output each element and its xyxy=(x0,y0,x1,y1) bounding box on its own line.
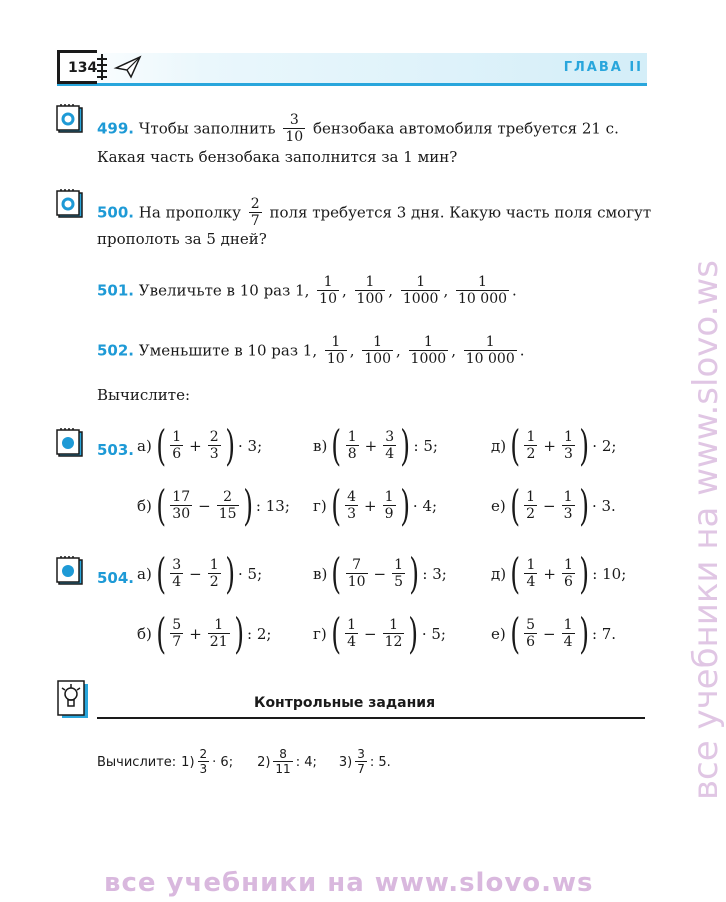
item-label: а) xyxy=(137,437,152,455)
control-section-title: Контрольные задания xyxy=(254,695,436,711)
expression-item: г) ( $\frac{1}{4}$ − $\frac{1}{12}$ ) · 5; xyxy=(313,609,446,658)
fraction: $\frac{2}{3}$ xyxy=(199,747,208,777)
problem-number: 499. xyxy=(97,119,135,138)
fraction: $\frac{8}{11}$ xyxy=(275,747,291,777)
page-number: 134 xyxy=(68,60,98,76)
fraction: $\frac{3}{4}$ xyxy=(385,428,395,462)
problem-text: Увеличьте в 10 раз 1, xyxy=(138,281,310,300)
problem-text: Уменьшите в 10 раз 1, xyxy=(138,341,318,360)
chapter-title: ГЛАВА II xyxy=(563,60,643,75)
page-header xyxy=(57,50,647,86)
item-label: д) xyxy=(491,437,507,455)
problem-text: На прополку xyxy=(138,203,241,222)
problem-number: 501. xyxy=(97,281,135,300)
fraction: $\frac{1}{1000}$ xyxy=(410,334,447,368)
item-label: е) xyxy=(491,625,506,643)
fraction: $\frac{1}{21}$ xyxy=(209,616,228,650)
spine-icon xyxy=(97,54,107,80)
item-label: в) xyxy=(313,565,328,583)
fraction: $\frac{1}{4}$ xyxy=(563,616,573,650)
fraction: $\frac{1}{100}$ xyxy=(356,274,384,308)
fraction: $\frac{1}{8}$ xyxy=(347,428,357,462)
fraction: $\frac{1}{5}$ xyxy=(394,556,404,590)
watermark-bottom: все учебники на www.slovo.ws xyxy=(104,868,594,898)
problem-500-line-2: прополоть за 5 дней? xyxy=(97,230,267,248)
fraction: $\frac{1}{10 000}$ xyxy=(465,334,515,368)
fraction: $\frac{1}{10}$ xyxy=(326,334,345,368)
notebook-dot-icon xyxy=(56,556,84,586)
notebook-ring-icon xyxy=(56,189,84,219)
fraction: $\frac{4}{3}$ xyxy=(347,488,357,522)
fraction: $\frac{1}{2}$ xyxy=(209,556,219,590)
control-tasks: Вычислите: 1) $\frac{2}{3}$ · 6; 2) $\frac{8}{11}$ : 4; 3) $\frac{3}{7}$ : 5. xyxy=(97,747,391,777)
fraction: $\frac{5}{7}$ xyxy=(172,616,182,650)
compute-label: Вычислите: xyxy=(97,386,191,404)
fraction: $\frac{2}{3}$ xyxy=(209,428,219,462)
fraction: $\frac{3}{7}$ xyxy=(357,747,365,777)
fraction: $\frac{1}{4}$ xyxy=(347,616,357,650)
expression-item: д) ( $\frac{1}{2}$ + $\frac{1}{3}$ ) · 2; xyxy=(491,421,617,470)
item-label: в) xyxy=(313,437,328,455)
expression-item: г) ( $\frac{4}{3}$ + $\frac{1}{9}$ ) · 4; xyxy=(313,481,438,530)
fraction: $\frac{1}{2}$ xyxy=(526,488,536,522)
paper-plane-icon xyxy=(115,56,141,78)
fraction: $\frac{3}{10}$ xyxy=(285,112,304,146)
fraction: $\frac{7}{10}$ xyxy=(347,556,366,590)
fraction: $\frac{1}{4}$ xyxy=(526,556,536,590)
expression-item: б) ( $\frac{5}{7}$ + $\frac{1}{21}$ ) : 2; xyxy=(137,609,272,658)
notebook-ring-icon xyxy=(56,104,84,134)
fraction: $\frac{2}{15}$ xyxy=(218,488,237,522)
notebook-dot-icon xyxy=(56,428,84,458)
problem-502: 502. Уменьшите в 10 раз 1, $\frac{1}{10}$ , $\frac{1}{100}$ , $\frac{1}{1000}$ , $\frac{1}{10 000}$ . xyxy=(97,334,525,368)
fraction: $\frac{2}{7}$ xyxy=(250,196,260,230)
expression-item: е) ( $\frac{5}{6}$ − $\frac{1}{4}$ ) : 7. xyxy=(491,609,617,658)
item-label: б) xyxy=(137,497,152,515)
problem-number: 500. xyxy=(97,203,135,222)
expression-item: а) ( $\frac{3}{4}$ − $\frac{1}{2}$ ) · 5; xyxy=(137,549,263,598)
fraction: $\frac{1}{1000}$ xyxy=(402,274,439,308)
fraction: $\frac{1}{3}$ xyxy=(563,488,573,522)
problem-499-line-2: Какая часть бензобака заполнится за 1 мин? xyxy=(97,148,458,166)
item-label: г) xyxy=(313,625,327,643)
expression-item: б) ( $\frac{17}{30}$ − $\frac{2}{15}$ ) : 13; xyxy=(137,481,290,530)
problem-500 xyxy=(97,197,651,230)
lightbulb-icon xyxy=(56,680,90,720)
section-divider xyxy=(97,717,645,719)
problem-number-503: 503. xyxy=(97,441,135,459)
fraction: $\frac{3}{4}$ xyxy=(172,556,182,590)
item-label: б) xyxy=(137,625,152,643)
problem-text: бензобака автомобиля требуется 21 с. xyxy=(313,119,619,138)
problem-number: 502. xyxy=(97,341,135,360)
problem-number-504: 504. xyxy=(97,569,135,587)
fraction: $\frac{1}{100}$ xyxy=(364,334,391,368)
problem-499 xyxy=(97,113,619,146)
page-number-box xyxy=(57,50,97,84)
item-label: д) xyxy=(491,565,507,583)
item-label: а) xyxy=(137,565,152,583)
header-band xyxy=(57,53,647,86)
watermark-side: все учебники на www.slovo.ws xyxy=(686,260,726,800)
fraction: $\frac{1}{10}$ xyxy=(319,274,337,308)
fraction: $\frac{1}{10 000}$ xyxy=(458,274,508,308)
problem-text: Чтобы заполнить xyxy=(138,119,276,138)
problem-text: поля требуется 3 дня. Какую часть поля смогут xyxy=(269,203,652,222)
item-label: е) xyxy=(491,497,506,515)
expression-item: д) ( $\frac{1}{4}$ + $\frac{1}{6}$ ) : 10; xyxy=(491,549,627,598)
fraction: $\frac{1}{6}$ xyxy=(563,556,573,590)
fraction: $\frac{1}{12}$ xyxy=(384,616,403,650)
fraction: $\frac{5}{6}$ xyxy=(526,616,536,650)
fraction: $\frac{1}{3}$ xyxy=(563,428,573,462)
problem-501: 501. Увеличьте в 10 раз 1, $\frac{1}{10}$ , $\frac{1}{100}$ , $\frac{1}{1000}$ , $\frac{1}{10 000}$ . xyxy=(97,274,517,308)
expression-item: в) ( $\frac{7}{10}$ − $\frac{1}{5}$ ) : 3; xyxy=(313,549,447,598)
expression-item: е) ( $\frac{1}{2}$ − $\frac{1}{3}$ ) · 3. xyxy=(491,481,616,530)
expression-item: в) ( $\frac{1}{8}$ + $\frac{3}{4}$ ) : 5; xyxy=(313,421,438,470)
fraction: $\frac{1}{2}$ xyxy=(526,428,536,462)
fraction: $\frac{17}{30}$ xyxy=(172,488,191,522)
fraction: $\frac{1}{9}$ xyxy=(384,488,394,522)
control-label: Вычислите: xyxy=(97,754,177,770)
item-label: г) xyxy=(313,497,327,515)
expression-item: а) ( $\frac{1}{6}$ + $\frac{2}{3}$ ) · 3; xyxy=(137,421,263,470)
fraction: $\frac{1}{6}$ xyxy=(172,428,182,462)
